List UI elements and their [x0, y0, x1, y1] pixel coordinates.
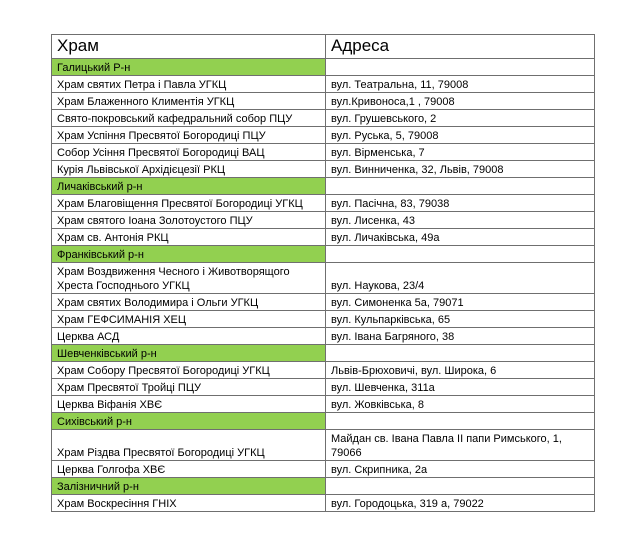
temple-name: Храм Благовіщення Пресвятої Богородиці УГКЦ — [52, 195, 326, 212]
table-row — [52, 229, 595, 246]
temple-address: вул. Личаківська, 49а — [326, 229, 595, 246]
temple-address: вул. Вірменська, 7 — [326, 144, 595, 161]
table-row — [52, 430, 595, 461]
temple-name: Храм святого Іоана Золотоустого ПЦУ — [52, 212, 326, 229]
temple-name: Свято-покровський кафедральний собор ПЦУ — [52, 110, 326, 127]
table-row — [52, 311, 595, 328]
district-empty-cell — [326, 246, 595, 263]
district-empty-cell — [326, 178, 595, 195]
district-row — [52, 478, 595, 495]
table-row — [52, 461, 595, 478]
table-row — [52, 76, 595, 93]
district-name: Личаківський р-н — [52, 178, 326, 195]
temple-address: вул. Івана Багряного, 38 — [326, 328, 595, 345]
temple-address: вул. Лисенка, 43 — [326, 212, 595, 229]
temple-name: Храм Блаженного Климентія УГКЦ — [52, 93, 326, 110]
temple-name: Храм Воздвиження Чесного і Животворящого Хреста Господнього УГКЦ — [52, 263, 326, 294]
table-row — [52, 362, 595, 379]
district-row — [52, 178, 595, 195]
table-row — [52, 195, 595, 212]
temples-table — [51, 34, 595, 512]
temple-name: Храм Різдва Пресвятої Богородиці УГКЦ — [52, 430, 326, 461]
district-row — [52, 345, 595, 362]
table-row — [52, 212, 595, 229]
temple-name: Храм Пресвятої Тройці ПЦУ — [52, 379, 326, 396]
temple-address: вул. Жовківська, 8 — [326, 396, 595, 413]
temple-address: вул. Симоненка 5а, 79071 — [326, 294, 595, 311]
district-row — [52, 413, 595, 430]
table-row — [52, 294, 595, 311]
header-address: Адреса — [326, 35, 595, 59]
district-name: Галицький Р-н — [52, 59, 326, 76]
temple-address: вул. Винниченка, 32, Львів, 79008 — [326, 161, 595, 178]
temple-address: Майдан св. Івана Павла ІІ папи Римського, 1, 79066 — [326, 430, 595, 461]
district-empty-cell — [326, 59, 595, 76]
temple-address: вул. Грушевського, 2 — [326, 110, 595, 127]
table-row — [52, 93, 595, 110]
temple-address: вул. Наукова, 23/4 — [326, 263, 595, 294]
district-empty-cell — [326, 478, 595, 495]
district-empty-cell — [326, 345, 595, 362]
district-name: Сихівський р-н — [52, 413, 326, 430]
temple-name: Церква Віфанія ХВЄ — [52, 396, 326, 413]
table-row — [52, 110, 595, 127]
table-row — [52, 263, 595, 294]
district-name: Шевченківський р-н — [52, 345, 326, 362]
temple-address: вул. Кульпарківська, 65 — [326, 311, 595, 328]
temple-name: Курія Львівської Архідієцезії РКЦ — [52, 161, 326, 178]
district-row — [52, 246, 595, 263]
table-row — [52, 144, 595, 161]
table-row — [52, 396, 595, 413]
table-row — [52, 328, 595, 345]
temple-name: Церква АСД — [52, 328, 326, 345]
temple-address: вул. Городоцька, 319 а, 79022 — [326, 495, 595, 512]
temple-address: вул. Шевченка, 311а — [326, 379, 595, 396]
temples-table-body — [52, 35, 595, 512]
district-empty-cell — [326, 413, 595, 430]
temple-name: Храм Собору Пресвятої Богородиці УГКЦ — [52, 362, 326, 379]
temple-address: вул. Пасічна, 83, 79038 — [326, 195, 595, 212]
temple-address: вул. Скрипника, 2а — [326, 461, 595, 478]
temple-address: вул. Театральна, 11, 79008 — [326, 76, 595, 93]
temple-address: Львів-Брюховичі, вул. Широка, 6 — [326, 362, 595, 379]
temple-name: Храм святих Володимира і Ольги УГКЦ — [52, 294, 326, 311]
table-row — [52, 495, 595, 512]
temple-name: Храм святих Петра і Павла УГКЦ — [52, 76, 326, 93]
temple-address: вул.Кривоноса,1 , 79008 — [326, 93, 595, 110]
temple-name: Церква Голгофа ХВЄ — [52, 461, 326, 478]
temple-address: вул. Руська, 5, 79008 — [326, 127, 595, 144]
temple-name: Собор Усіння Пресвятої Богородиці ВАЦ — [52, 144, 326, 161]
temple-name: Храм св. Антонія РКЦ — [52, 229, 326, 246]
temple-name: Храм Успіння Пресвятої Богородиці ПЦУ — [52, 127, 326, 144]
district-row — [52, 59, 595, 76]
table-row — [52, 379, 595, 396]
table-row — [52, 161, 595, 178]
header-temple: Храм — [52, 35, 326, 59]
district-name: Франківський р-н — [52, 246, 326, 263]
table-header-row — [52, 35, 595, 59]
district-name: Залізничний р-н — [52, 478, 326, 495]
table-row — [52, 127, 595, 144]
temple-name: Храм Воскресіння ГНІХ — [52, 495, 326, 512]
temple-name: Храм ГЕФСИМАНІЯ ХЕЦ — [52, 311, 326, 328]
